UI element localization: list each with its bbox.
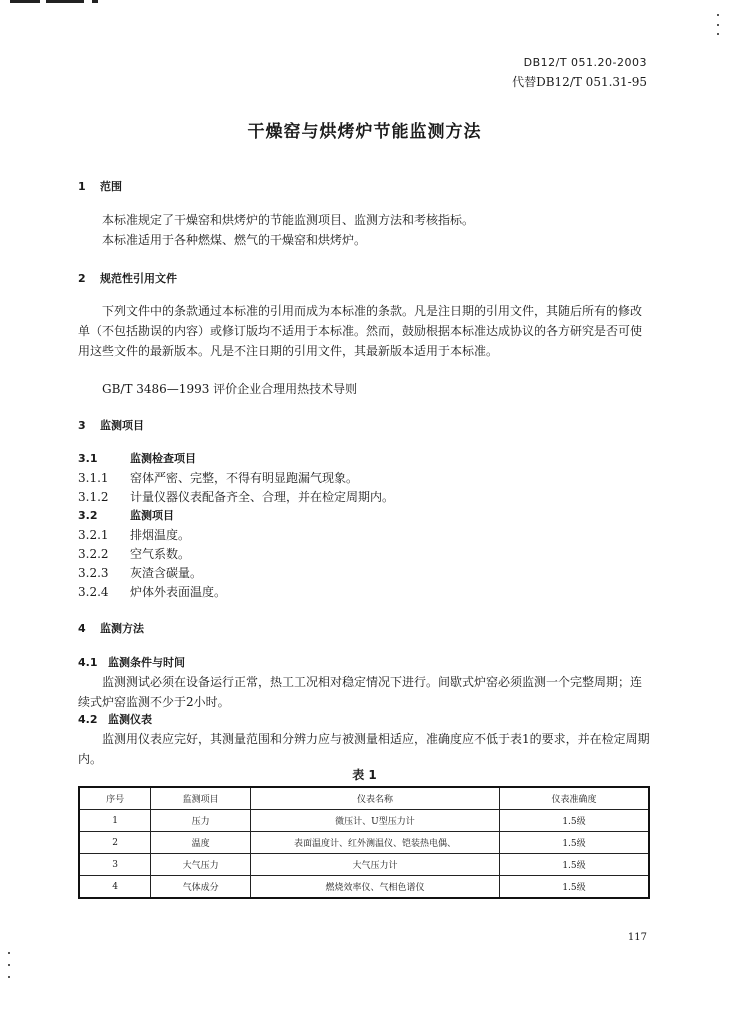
clause-number: 3.2.3 — [78, 566, 109, 580]
table-cell: 1.5级 — [500, 854, 650, 876]
section-4-heading — [78, 620, 144, 636]
header-cell: 仪表准确度 — [500, 787, 650, 810]
clause-text: 窑体严密、完整，不得有明显跑漏气现象。 — [130, 471, 359, 485]
table-row — [79, 876, 649, 899]
table-row — [79, 854, 649, 876]
table-header-row — [79, 787, 649, 810]
clause-4-1-text: 监测测试必须在设备运行正常，热工工况相对稳定情况下进行。间歇式炉窑必须监测一个完整周期；连续式炉窑监测不少于2小时。 — [78, 675, 643, 709]
clause-3-1-2 — [78, 488, 394, 506]
section-number: 1 — [78, 180, 86, 193]
table-cell: 大气压力计 — [250, 854, 499, 876]
clause-text: 监测条件与时间 — [108, 656, 185, 669]
table-cell: 1.5级 — [500, 810, 650, 832]
header-cell: 仪表名称 — [250, 787, 499, 810]
header-cell: 序号 — [79, 787, 151, 810]
section-1-heading — [78, 178, 122, 194]
clause-text: 空气系数。 — [130, 547, 191, 561]
table-cell: 温度 — [151, 832, 251, 854]
clause-number: 3.2.2 — [78, 547, 109, 561]
section-3-heading — [78, 417, 144, 433]
clause-number: 3.2 — [78, 509, 98, 522]
clause-text: 炉体外表面温度。 — [130, 585, 227, 599]
clause-number: 3.1.2 — [78, 490, 109, 504]
clause-text: 监测仪表 — [108, 713, 152, 726]
clause-number: 3.2.4 — [78, 585, 109, 599]
table-cell: 大气压力 — [151, 854, 251, 876]
clause-number: 3.2.1 — [78, 528, 109, 542]
section-number: 3 — [78, 419, 86, 432]
section-number: 4 — [78, 622, 86, 635]
table-cell: 压力 — [151, 810, 251, 832]
table-cell: 燃烧效率仪、气相色谱仪 — [250, 876, 499, 899]
clause-4-2 — [78, 711, 152, 729]
table-cell: 2 — [79, 832, 151, 854]
clause-text: 监测项目 — [130, 509, 174, 522]
section-title: 监测项目 — [100, 419, 144, 432]
document-title: 干燥窑与烘烤炉节能监测方法 — [247, 122, 482, 142]
header-cell: 监测项目 — [151, 787, 251, 810]
section-number: 2 — [78, 272, 86, 285]
table-cell: 4 — [79, 876, 151, 899]
table-cell: 1.5级 — [500, 876, 650, 899]
section-1-paragraph-2: 本标准适用于各种燃煤、燃气的干燥窑和烘烤炉。 — [102, 233, 367, 247]
clause-text: 计量仪器仪表配备齐全、合理，并在检定周期内。 — [130, 490, 395, 504]
clause-number: 4.1 — [78, 656, 98, 669]
clause-number: 4.2 — [78, 713, 98, 726]
page-number: 117 — [627, 932, 647, 943]
table-row — [79, 810, 649, 832]
section-title: 规范性引用文件 — [100, 272, 177, 285]
clause-3-2-4 — [78, 583, 226, 601]
section-1-paragraph-1: 本标准规定了干燥窑和烘烤炉的节能监测项目、监测方法和考核指标。 — [102, 213, 475, 227]
clause-3-2-2 — [78, 545, 190, 563]
section-2-reference: GB/T 3486—1993 评价企业合理用热技术导则 — [102, 382, 358, 396]
replaces-standard: 代替DB12/T 051.31-95 — [512, 75, 647, 89]
table-cell: 微压计、U型压力计 — [250, 810, 499, 832]
clause-text: 监测检查项目 — [130, 452, 196, 465]
table-cell: 3 — [79, 854, 151, 876]
clause-3-1 — [78, 450, 196, 468]
table-caption: 表 1 — [352, 768, 377, 782]
table-cell: 1.5级 — [500, 832, 650, 854]
clause-4-2-text: 监测用仪表应完好，其测量范围和分辨力应与被测量相适应，准确度应不低于表1的要求，并在检定周期内。 — [78, 732, 650, 766]
clause-text: 灰渣含碳量。 — [130, 566, 203, 580]
section-2-paragraph: 下列文件中的条款通过本标准的引用而成为本标准的条款。凡是注日期的引用文件，其随后所有的修改单（不包括勘误的内容）或修订版均不适用于本标准。然而，鼓励根据本标准达成协议的各方研究是否可使用这些文件的最新版本。凡是不注日期的引用文件，其最新版本适用于本标准。 — [78, 304, 643, 358]
table-row — [79, 832, 649, 854]
standard-number: DB12/T 051.20-2003 — [523, 56, 647, 69]
clause-4-1 — [78, 654, 185, 672]
instrument-table — [78, 786, 650, 899]
clause-3-2 — [78, 507, 174, 525]
section-title: 范围 — [100, 180, 122, 193]
section-title: 监测方法 — [100, 622, 144, 635]
clause-3-2-3 — [78, 564, 202, 582]
section-2-heading — [78, 270, 177, 286]
clause-number: 3.1.1 — [78, 471, 109, 485]
clause-3-1-1 — [78, 469, 358, 487]
table-cell: 1 — [79, 810, 151, 832]
clause-number: 3.1 — [78, 452, 98, 465]
clause-3-2-1 — [78, 526, 190, 544]
table-cell: 表面温度计、红外测温仪、铠装热电偶、 — [250, 832, 499, 854]
table-cell: 气体成分 — [151, 876, 251, 899]
clause-text: 排烟温度。 — [130, 528, 191, 542]
